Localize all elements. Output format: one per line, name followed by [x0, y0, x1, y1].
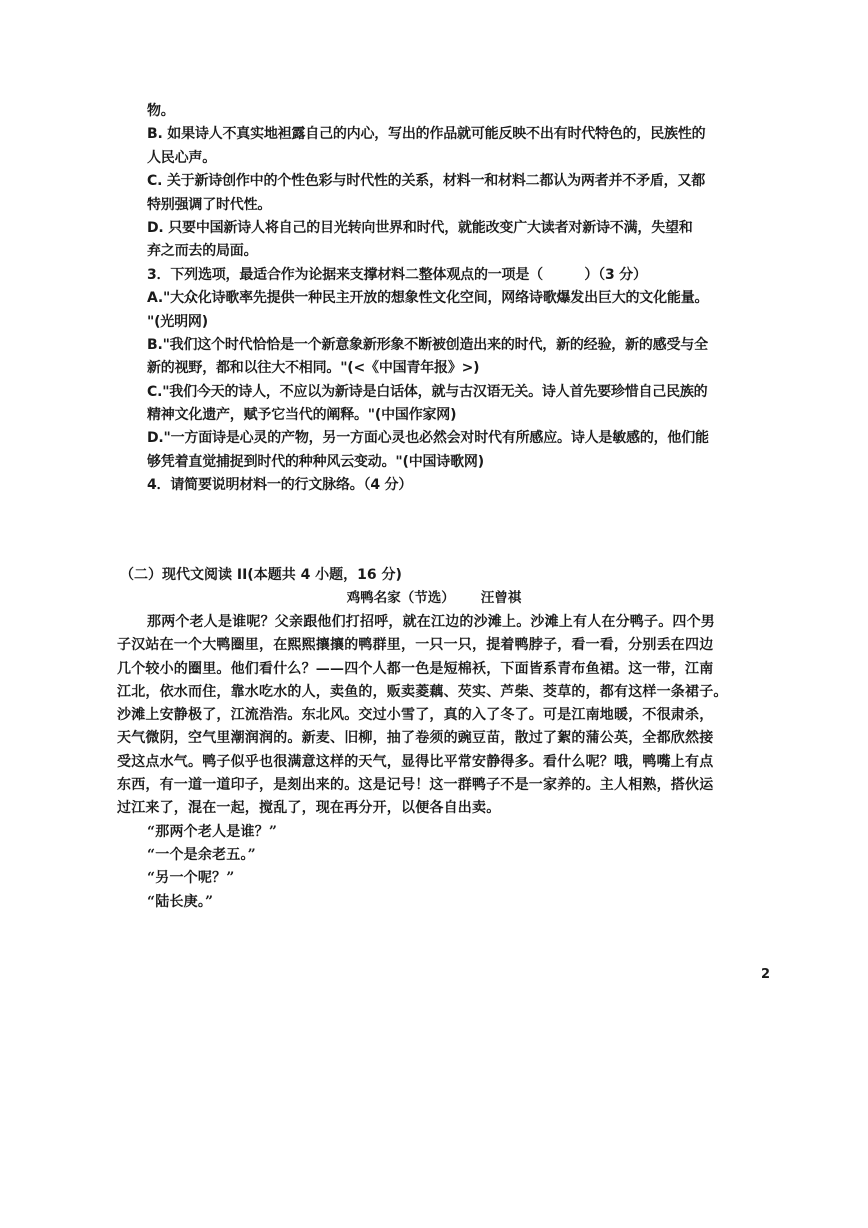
option-d-line-cont: 弃之而去的局面。 [147, 243, 258, 260]
paragraph-line: 受这点水气。鸭子似乎也很满意这样的天气，显得比平常安静得多。看什么呢？哦，鸭嘴上有点 [117, 753, 714, 770]
q3-option-d-cont: 够凭着直觉捕捉到时代的种种风云变动。"(中国诗歌网) [147, 453, 484, 470]
q3-option-b: B."我们这个时代恰恰是一个新意象新形象不断被创造出来的时代，新的经验，新的感受与全 [147, 336, 708, 353]
option-b-line-cont: 人民心声。 [147, 149, 216, 166]
dialogue-line: “陆长庚。” [147, 893, 214, 910]
q3-option-a-cont: "(光明网) [147, 313, 208, 330]
section-heading: （二）现代文阅读 II(本题共 4 小题，16 分) [120, 567, 402, 583]
paragraph-line: 江北，依水而住，靠水吃水的人，卖鱼的，贩卖菱藕、芡实、芦柴、茭草的，都有这样一条裙子。 [117, 683, 728, 700]
dialogue-line: “一个是余老五。” [147, 846, 256, 863]
q3-option-d: D."一方面诗是心灵的产物，另一方面心灵也必然会对时代有所感应。诗人是敏感的，他们能 [147, 430, 709, 447]
passage-title-block [0, 588, 868, 608]
dialogue-line: “那两个老人是谁？” [147, 823, 278, 840]
dialogue-line: “另一个呢？” [147, 870, 235, 887]
paragraph-line: 子汉站在一个大鸭圈里，在熙熙攘攘的鸭群里，一只一只，提着鸭脖子，看一看，分别丢在四边 [117, 637, 714, 654]
q3-option-a: A."大众化诗歌率先提供一种民主开放的想象性文化空间，网络诗歌爆发出巨大的文化能量。 [147, 290, 709, 307]
question-3: 3．下列选项，最适合作为论据来支撑材料二整体观点的一项是（ ）（3 分） [147, 266, 647, 283]
q3-option-c-cont: 精神文化遗产，赋予它当代的阐释。"(中国作家网) [147, 407, 457, 424]
page-number: 2 [761, 967, 771, 982]
question-4: 4．请简要说明材料一的行文脉络。（4 分） [147, 477, 413, 494]
paragraph-line: 过江来了，混在一起，搅乱了，现在再分开，以便各自出卖。 [117, 800, 501, 817]
passage-body [117, 611, 767, 914]
paragraph-line: 那两个老人是谁呢？父亲跟他们打招呼，就在江边的沙滩上。沙滩上有人在分鸭子。四个男 [147, 614, 715, 630]
option-b-line: B. 如果诗人不真实地袒露自己的内心，写出的作品就可能反映不出有时代特色的，民族性的 [147, 126, 706, 143]
option-c-line-cont: 特别强调了时代性。 [147, 196, 272, 213]
passage-title: 鸡鸭名家（节选） [346, 590, 455, 606]
option-d-line: D. 只要中国新诗人将自己的目光转向世界和时代，就能改变广大读者对新诗不满，失望和 [147, 219, 693, 236]
option-c-line: C. 关于新诗创作中的个性色彩与时代性的关系，材料一和材料二都认为两者并不矛盾，又都 [147, 173, 706, 190]
q3-option-c: C."我们今天的诗人，不应以为新诗是白话体，就与古汉语无关。诗人首先要珍惜自己民族的 [147, 383, 708, 400]
paragraph-line: 几个较小的圈里。他们看什么？——四个人都一色是短棉袄，下面皆系青布鱼裙。这一带，江南 [117, 660, 714, 677]
q3-option-b-cont: 新的视野，都和以往大不相同。"(<《中国青年报》>) [147, 360, 480, 377]
text-line: 物。 [147, 103, 175, 119]
passage-author: 汪曾祺 [480, 590, 522, 606]
paragraph-line: 天气微阴，空气里潮润润的。新麦、旧柳，抽了卷须的豌豆苗，散过了絮的蒲公英，全都欣然接 [117, 730, 714, 747]
paragraph-line: 沙滩上安静极了，江流浩浩。东北风。交过小雪了，真的入了冬了。可是江南地暖，不很肃杀， [117, 707, 714, 724]
question-options-section [147, 100, 767, 498]
paragraph-line: 东西，有一道一道印子，是刻出来的。这是记号！这一群鸭子不是一家养的。主人相熟，搭伙运 [117, 777, 714, 794]
